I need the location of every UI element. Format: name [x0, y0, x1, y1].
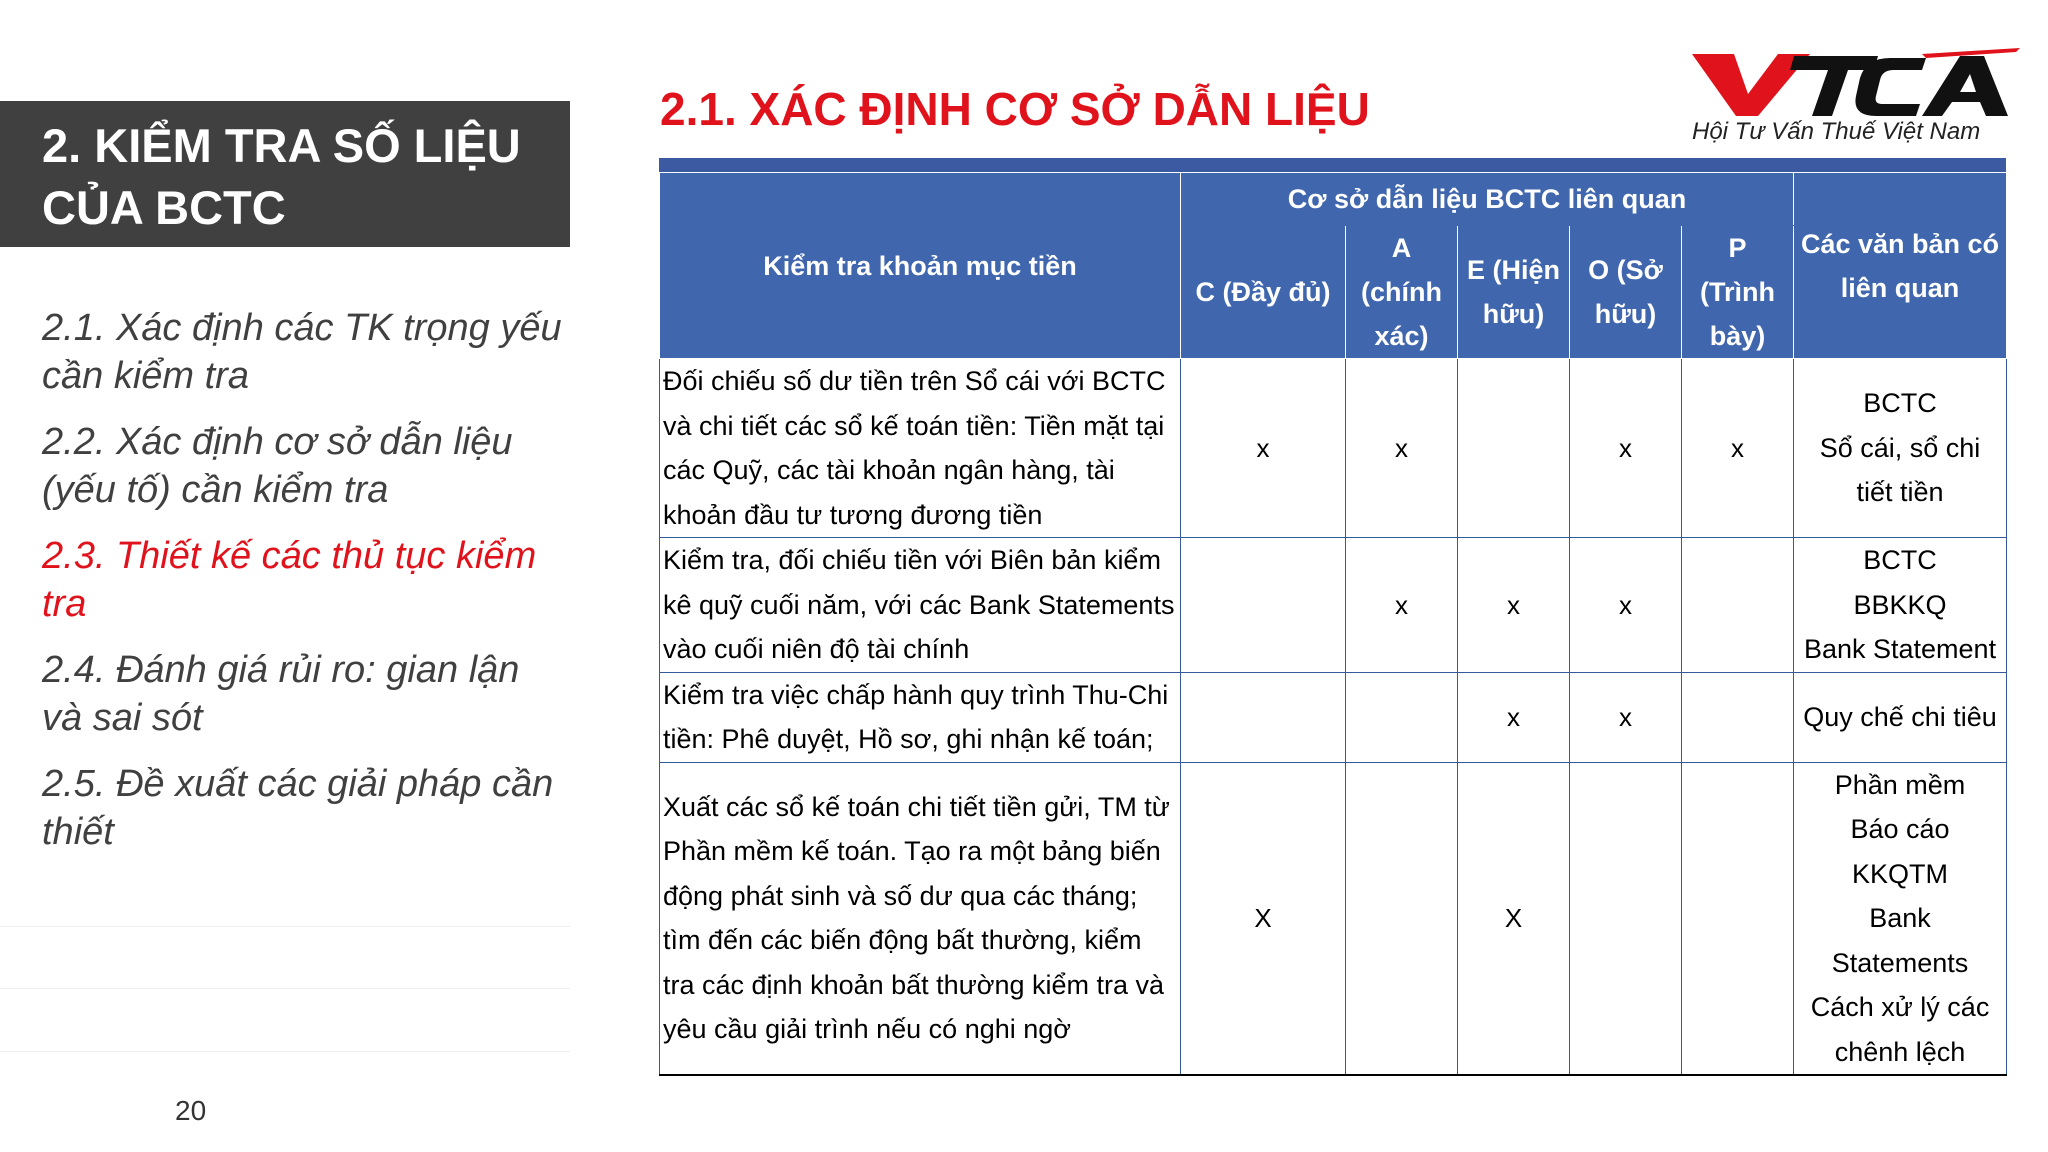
- cell-o: x: [1570, 359, 1682, 538]
- section-title: 2. KIỂM TRA SỐ LIỆU CỦA BCTC: [42, 119, 521, 234]
- cell-a: x: [1346, 359, 1458, 538]
- doc-item: Cách xử lý các chênh lệch: [1810, 992, 1990, 1067]
- cell-o: [1570, 762, 1682, 1075]
- cell-p: [1682, 672, 1794, 762]
- doc-item: BCTC: [1863, 545, 1937, 575]
- doc-item: Phần mềm: [1834, 769, 1966, 800]
- cell-docs: [1794, 672, 2007, 762]
- row-description: Kiểm tra việc chấp hành quy trình Thu-Chi tiền: Phê duyệt, Hồ sơ, ghi nhận kế toán;: [660, 672, 1181, 762]
- header-existence: E (Hiện hữu): [1458, 226, 1570, 359]
- doc-item: BBKKQ: [1853, 589, 1947, 620]
- assertion-table: [659, 172, 2007, 1076]
- header-accuracy: A (chính xác): [1346, 226, 1458, 359]
- table-row: [660, 538, 2007, 673]
- divider-line: [0, 1051, 570, 1052]
- agenda-item-2-5[interactable]: 2.5. Đề xuất các giải pháp cần thiết: [42, 763, 554, 853]
- cell-e: x: [1458, 672, 1570, 762]
- agenda-item-2-2[interactable]: 2.2. Xác định cơ sở dẫn liệu (yếu tố) cần kiểm tra: [42, 421, 513, 511]
- row-description: Xuất các sổ kế toán chi tiết tiền gửi, TM từ Phần mềm kế toán. Tạo ra một bảng biến động phát sinh và số dư qua các tháng; tìm đến các biến động bất thường, kiểm tra các định khoản bất thường kiểm tra và yêu cầu giải trình nếu có nghi ngờ: [660, 762, 1181, 1075]
- cell-docs: [1794, 538, 2007, 673]
- header-ownership: O (Sở hữu): [1570, 226, 1682, 359]
- section-title-box: [0, 101, 570, 247]
- doc-item: Sổ cái, sổ chi tiết tiền: [1819, 432, 1981, 508]
- header-assertions-group: Cơ sở dẫn liệu BCTC liên quan: [1181, 173, 1794, 226]
- table-row: [660, 359, 2007, 538]
- cell-c: X: [1181, 762, 1346, 1075]
- doc-item: Quy chế chi tiêu: [1803, 701, 1997, 732]
- cell-e: x: [1458, 538, 1570, 673]
- header-presentation: P (Trình bày): [1682, 226, 1794, 359]
- divider-line: [0, 926, 570, 927]
- doc-item: BCTC: [1863, 388, 1937, 419]
- doc-item: Bank Statement: [1803, 634, 1997, 664]
- logo-a-shape: [1922, 56, 2008, 116]
- doc-item: Bank Statements: [1831, 903, 1969, 978]
- agenda-list: [42, 304, 562, 874]
- agenda-item-2-4[interactable]: 2.4. Đánh giá rủi ro: gian lận và sai sót: [42, 649, 520, 739]
- cell-docs: [1794, 359, 2007, 538]
- header-completeness: C (Đầy đủ): [1181, 226, 1346, 359]
- table-row: [660, 672, 2007, 762]
- cell-o: x: [1570, 538, 1682, 673]
- cell-p: x: [1682, 359, 1794, 538]
- agenda-item-2-1[interactable]: 2.1. Xác định các TK trọng yếu cần kiểm tra: [42, 307, 562, 397]
- cell-e: X: [1458, 762, 1570, 1075]
- agenda-item-2-3-active[interactable]: 2.3. Thiết kế các thủ tục kiểm tra: [42, 535, 537, 625]
- cell-e: [1458, 359, 1570, 538]
- cell-p: [1682, 538, 1794, 673]
- slide-title: 2.1. XÁC ĐỊNH CƠ SỞ DẪN LIỆU: [660, 83, 1370, 135]
- cell-o: x: [1570, 672, 1682, 762]
- header-related-docs: Các văn bản có liên quan: [1794, 173, 2007, 359]
- page-number: 20: [175, 1095, 207, 1126]
- cell-a: [1346, 762, 1458, 1075]
- doc-item: Báo cáo KKQTM: [1850, 814, 1950, 889]
- logo-tagline: Hội Tư Vấn Thuế Việt Nam: [1692, 118, 1981, 145]
- table-row: [660, 762, 2007, 1075]
- cell-c: [1181, 672, 1346, 762]
- cell-a: [1346, 672, 1458, 762]
- cell-c: x: [1181, 359, 1346, 538]
- cell-docs: [1794, 762, 2007, 1075]
- cell-a: x: [1346, 538, 1458, 673]
- header-check-item: Kiểm tra khoản mục tiền: [660, 173, 1181, 359]
- cell-p: [1682, 762, 1794, 1075]
- row-description: Đối chiếu số dư tiền trên Sổ cái với BCTC và chi tiết các sổ kế toán tiền: Tiền mặt tại các Quỹ, các tài khoản ngân hàng, tài khoản đầu tư tương đương tiền: [660, 359, 1181, 538]
- cell-c: [1181, 538, 1346, 673]
- divider-line: [0, 988, 570, 989]
- row-description: Kiểm tra, đối chiếu tiền với Biên bản kiểm kê quỹ cuối năm, với các Bank Statements vào cuối niên độ tài chính: [660, 538, 1181, 673]
